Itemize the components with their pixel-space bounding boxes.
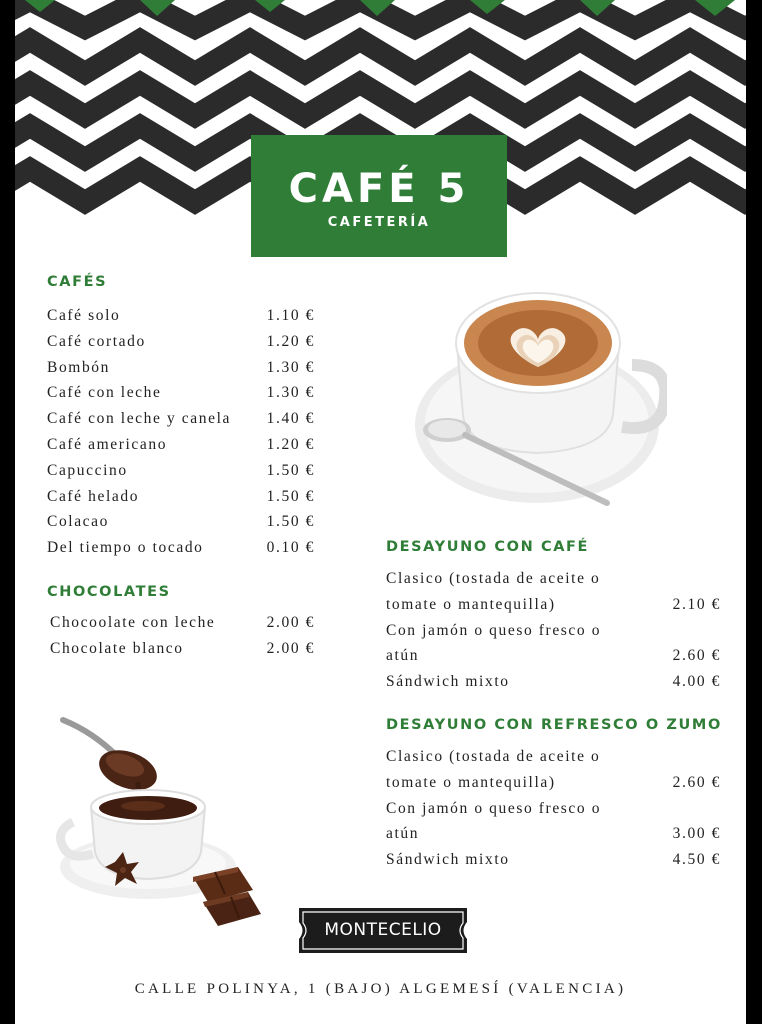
item-price: 2.00 €	[266, 614, 315, 631]
menu-item	[47, 509, 315, 535]
menu-item	[47, 380, 315, 406]
menu-item	[50, 636, 315, 662]
item-price: 1.40 €	[266, 410, 315, 428]
menu-item	[386, 847, 721, 873]
desayuno-cafe-list	[386, 566, 721, 695]
item-price: 4.50 €	[672, 851, 721, 869]
item-price: 4.00 €	[672, 673, 721, 691]
section-heading-cafes: CAFÉS	[47, 274, 108, 290]
chocolates-list	[50, 610, 315, 662]
menu-page	[15, 0, 746, 1024]
item-price: 2.10 €	[672, 595, 721, 613]
item-price: 1.50 €	[266, 461, 315, 479]
section-heading-chocolates: CHOCOLATES	[47, 584, 171, 600]
item-name: Café cortado	[47, 332, 146, 350]
menu-item	[47, 484, 315, 510]
item-name: Chocolate blanco	[50, 639, 184, 657]
menu-item	[47, 535, 315, 561]
hot-chocolate-illustration	[53, 712, 283, 937]
cappuccino-cup-illustration	[407, 285, 667, 513]
item-price: 1.20 €	[266, 435, 315, 453]
item-name: Café con leche	[47, 384, 162, 402]
item-name-line-2: atún	[386, 825, 420, 843]
item-price: 1.30 €	[266, 358, 315, 376]
menu-item	[47, 458, 315, 484]
cafes-list	[47, 303, 315, 561]
item-name	[386, 796, 601, 848]
cafe-name: CAFÉ 5	[288, 166, 470, 212]
section-heading-desayuno-cafe: DESAYUNO CON CAFÉ	[386, 539, 590, 555]
menu-item	[47, 406, 315, 432]
section-heading-desayuno-refresco: DESAYUNO CON REFRESCO O ZUMO	[386, 717, 722, 733]
logo-text: MONTECELIO	[324, 920, 442, 940]
montecelio-logo	[299, 908, 467, 953]
item-name: Chocoolate con leche	[50, 614, 216, 631]
item-price: 2.00 €	[266, 639, 315, 657]
item-price: 2.60 €	[672, 773, 721, 791]
menu-item	[386, 744, 721, 796]
item-name-line-2: tomate o mantequilla)	[386, 595, 556, 613]
item-name-line-2: tomate o mantequilla)	[386, 773, 556, 791]
menu-item	[386, 796, 721, 848]
menu-item	[47, 432, 315, 458]
item-name	[386, 566, 600, 618]
item-name	[386, 618, 601, 670]
item-name: Café con leche y canela	[47, 410, 231, 428]
item-name: Sándwich mixto	[386, 673, 510, 691]
item-name: Del tiempo o tocado	[47, 539, 204, 557]
item-name: Café solo	[47, 307, 121, 324]
item-price: 1.30 €	[266, 384, 315, 402]
item-price: 3.00 €	[672, 825, 721, 843]
item-name: Capuccino	[47, 461, 128, 479]
item-name: Bombón	[47, 358, 110, 376]
menu-item	[386, 618, 721, 670]
item-price: 2.60 €	[672, 647, 721, 665]
menu-item	[50, 610, 315, 636]
address: CALLE POLINYA, 1 (BAJO) ALGEMESÍ (VALENCIA)	[134, 981, 627, 997]
desayuno-refresco-list	[386, 744, 721, 873]
item-name: Café helado	[47, 487, 140, 505]
item-price: 0.10 €	[266, 539, 315, 557]
item-name: Sándwich mixto	[386, 851, 510, 869]
menu-item	[47, 303, 315, 329]
item-name-line-1: Clasico (tostada de aceite o	[386, 570, 601, 587]
menu-item	[386, 566, 721, 618]
item-name-line-1: Clasico (tostada de aceite o	[386, 748, 601, 765]
item-name-line-1: Con jamón o queso fresco o	[386, 799, 602, 817]
menu-item	[47, 329, 315, 355]
item-name: Café americano	[47, 435, 168, 453]
item-price: 1.50 €	[266, 513, 315, 531]
title-box	[251, 135, 507, 257]
item-price: 1.20 €	[266, 332, 315, 350]
item-name	[386, 744, 600, 796]
menu-item	[386, 669, 721, 695]
cafe-subtitle: CAFETERÍA	[327, 215, 431, 230]
item-price: 1.50 €	[266, 487, 315, 505]
item-price: 1.10 €	[266, 307, 315, 324]
item-name-line-2: atún	[386, 647, 420, 665]
item-name: Colacao	[47, 513, 109, 531]
item-name-line-1: Con jamón o queso fresco o	[386, 621, 602, 639]
menu-item	[47, 355, 315, 381]
